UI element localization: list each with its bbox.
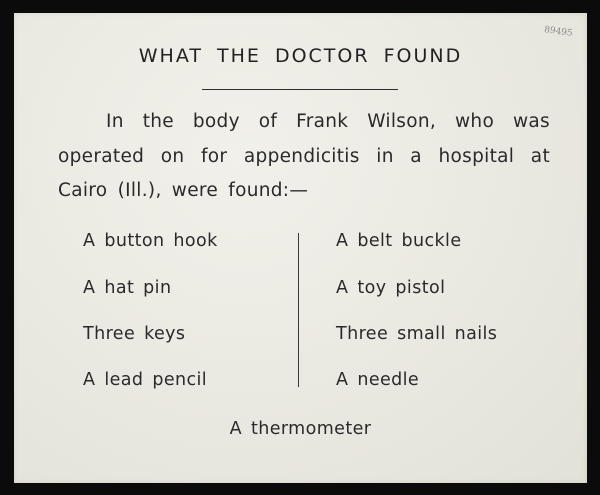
found-item-needle: A needle [336, 370, 420, 390]
poster-title: WHAT THE DOCTOR FOUND [138, 45, 463, 67]
catalog-reference-mark: 89495 [543, 25, 574, 39]
found-item-belt-buckle: A belt buckle [336, 231, 462, 251]
column-divider [298, 233, 299, 387]
found-item-three-small-nails: Three small nails [336, 324, 498, 344]
found-item-hat-pin: A hat pin [83, 278, 172, 298]
found-item-button-hook: A button hook [83, 231, 218, 251]
found-item-lead-pencil: A lead pencil [83, 370, 208, 390]
found-item-three-keys: Three keys [83, 324, 186, 344]
poster-sheet [14, 13, 587, 483]
title-underline [202, 89, 398, 90]
intro-paragraph: In the body of Frank Wilson, who was operated on for appendicitis in a hospital at Cairo (Ill.), were found:— [58, 111, 550, 201]
found-item-toy-pistol: A toy pistol [336, 278, 446, 298]
found-item-thermometer: A thermometer [229, 419, 372, 439]
